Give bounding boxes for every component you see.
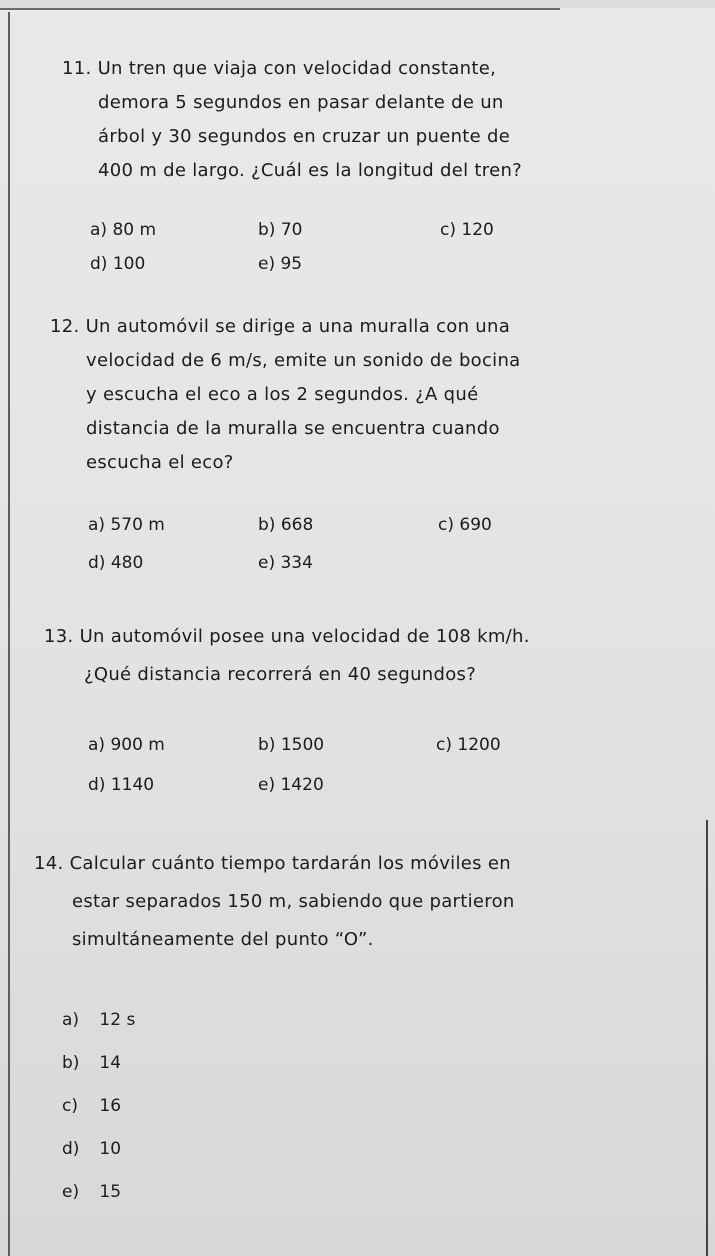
question-14-options [62, 1010, 135, 1225]
question-13-line-2: ¿Qué distancia recorrerá en 40 segundos? [84, 664, 477, 685]
question-11-line-4: 400 m de largo. ¿Cuál es la longitud del tren? [98, 160, 523, 181]
question-12-line-5: escucha el eco? [86, 452, 234, 473]
question-12-option-d: d) 480 [88, 553, 144, 573]
question-11-line-2: demora 5 segundos en pasar delante de un [98, 92, 504, 113]
question-11 [0, 52, 715, 188]
question-14-option-b [62, 1053, 135, 1096]
question-11-text [0, 52, 715, 188]
question-11-number: 11. [62, 58, 92, 79]
question-12-option-c: c) 690 [438, 515, 492, 535]
option-letter: d) [62, 1139, 80, 1159]
option-letter: c) [62, 1096, 78, 1116]
question-11-line-3: árbol y 30 segundos en cruzar un puente de [98, 126, 511, 147]
question-12-text [0, 310, 715, 480]
question-14-number: 14. [34, 853, 64, 874]
option-value: 14 [99, 1053, 122, 1073]
question-14-option-a [62, 1010, 135, 1053]
question-13-option-d: d) 1140 [88, 775, 155, 795]
question-13-option-a: a) 900 m [88, 735, 165, 755]
question-12-line-2: velocidad de 6 m/s, emite un sonido de bocina [86, 350, 521, 371]
question-12-line-1: Un automóvil se dirige a una muralla con una [85, 316, 511, 337]
question-14-option-e [62, 1182, 135, 1225]
option-value: 10 [99, 1139, 122, 1159]
question-13-option-c: c) 1200 [436, 735, 501, 755]
question-12-line-3: y escucha el eco a los 2 segundos. ¿A qué [86, 384, 479, 405]
question-11-option-b: b) 70 [258, 220, 303, 240]
question-12-number: 12. [50, 316, 80, 337]
question-14-line-1: Calcular cuánto tiempo tardarán los móviles en [69, 853, 511, 874]
question-14-option-c [62, 1096, 135, 1139]
option-value: 12 s [99, 1010, 136, 1030]
question-11-option-a: a) 80 m [90, 220, 157, 240]
option-letter: a) [62, 1010, 80, 1030]
question-11-option-e: e) 95 [258, 254, 303, 274]
question-13-number: 13. [44, 626, 74, 647]
question-12-option-e: e) 334 [258, 553, 313, 573]
question-11-line-1: Un tren que viaja con velocidad constante, [97, 58, 497, 79]
question-14-line-2: estar separados 150 m, sabiendo que partieron [72, 891, 515, 912]
option-value: 16 [99, 1096, 122, 1116]
option-value: 15 [99, 1182, 122, 1202]
question-13-line-1: Un automóvil posee una velocidad de 108 km/h. [79, 626, 530, 647]
question-14 [0, 845, 715, 959]
option-letter: e) [62, 1182, 80, 1202]
question-12-option-b: b) 668 [258, 515, 314, 535]
question-12-line-4: distancia de la muralla se encuentra cuando [86, 418, 500, 439]
question-14-line-3: simultáneamente del punto “O”. [72, 929, 374, 950]
question-11-option-c: c) 120 [440, 220, 494, 240]
question-14-text [0, 845, 715, 959]
question-13-option-b: b) 1500 [258, 735, 325, 755]
question-12 [0, 310, 715, 480]
question-11-option-d: d) 100 [90, 254, 146, 274]
option-letter: b) [62, 1053, 80, 1073]
question-14-option-d [62, 1139, 135, 1182]
top-border-line [0, 8, 560, 10]
question-13 [0, 618, 715, 694]
question-13-option-e: e) 1420 [258, 775, 324, 795]
question-13-text [0, 618, 715, 694]
question-12-option-a: a) 570 m [88, 515, 165, 535]
